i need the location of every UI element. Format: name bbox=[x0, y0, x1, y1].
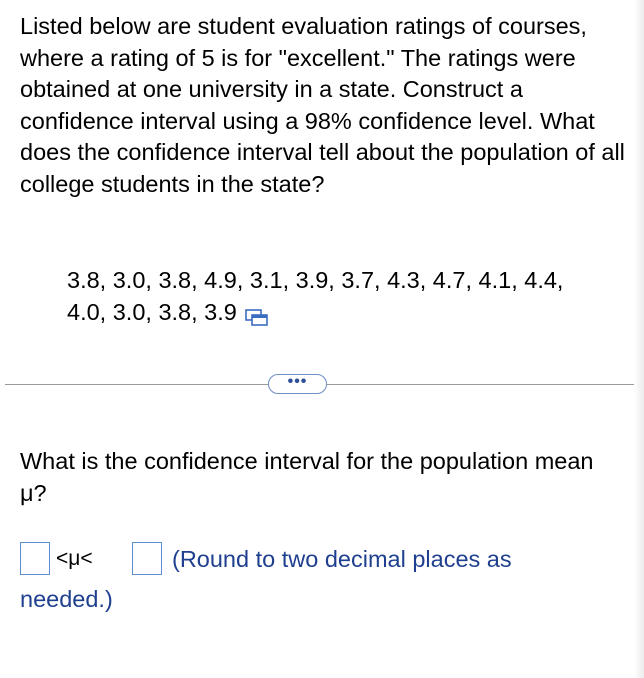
upper-bound-input[interactable] bbox=[132, 542, 162, 575]
rounding-hint: (Round to two decimal places as bbox=[172, 546, 512, 572]
rounding-hint-continued: needed.) bbox=[20, 586, 113, 612]
inequality-mu: <μ< bbox=[56, 547, 93, 570]
data-line-2-values: 4.0, 3.0, 3.8, 3.9 bbox=[67, 299, 237, 325]
question-text: Listed below are student evaluation ratings of courses, where a rating of 5 is for "excellent." The ratings were obtained at one university in a state. Construct a confidence interval using a 98% confidence level. What does the confidence interval tell about the population of all college students in the state? bbox=[20, 13, 625, 197]
data-line-2 bbox=[67, 296, 627, 328]
page-edge-shadow bbox=[634, 0, 644, 678]
copy-data-icon[interactable] bbox=[245, 303, 269, 321]
lower-bound-input[interactable] bbox=[20, 542, 50, 575]
expand-more-button[interactable]: ••• bbox=[268, 374, 327, 394]
part-prompt: What is the confidence interval for the population mean μ? bbox=[20, 448, 594, 506]
data-line-1: 3.8, 3.0, 3.8, 4.9, 3.1, 3.9, 3.7, 4.3, 4.7, 4.1, 4.4, bbox=[67, 267, 564, 293]
data-set bbox=[67, 264, 627, 328]
answer-row bbox=[20, 540, 630, 578]
